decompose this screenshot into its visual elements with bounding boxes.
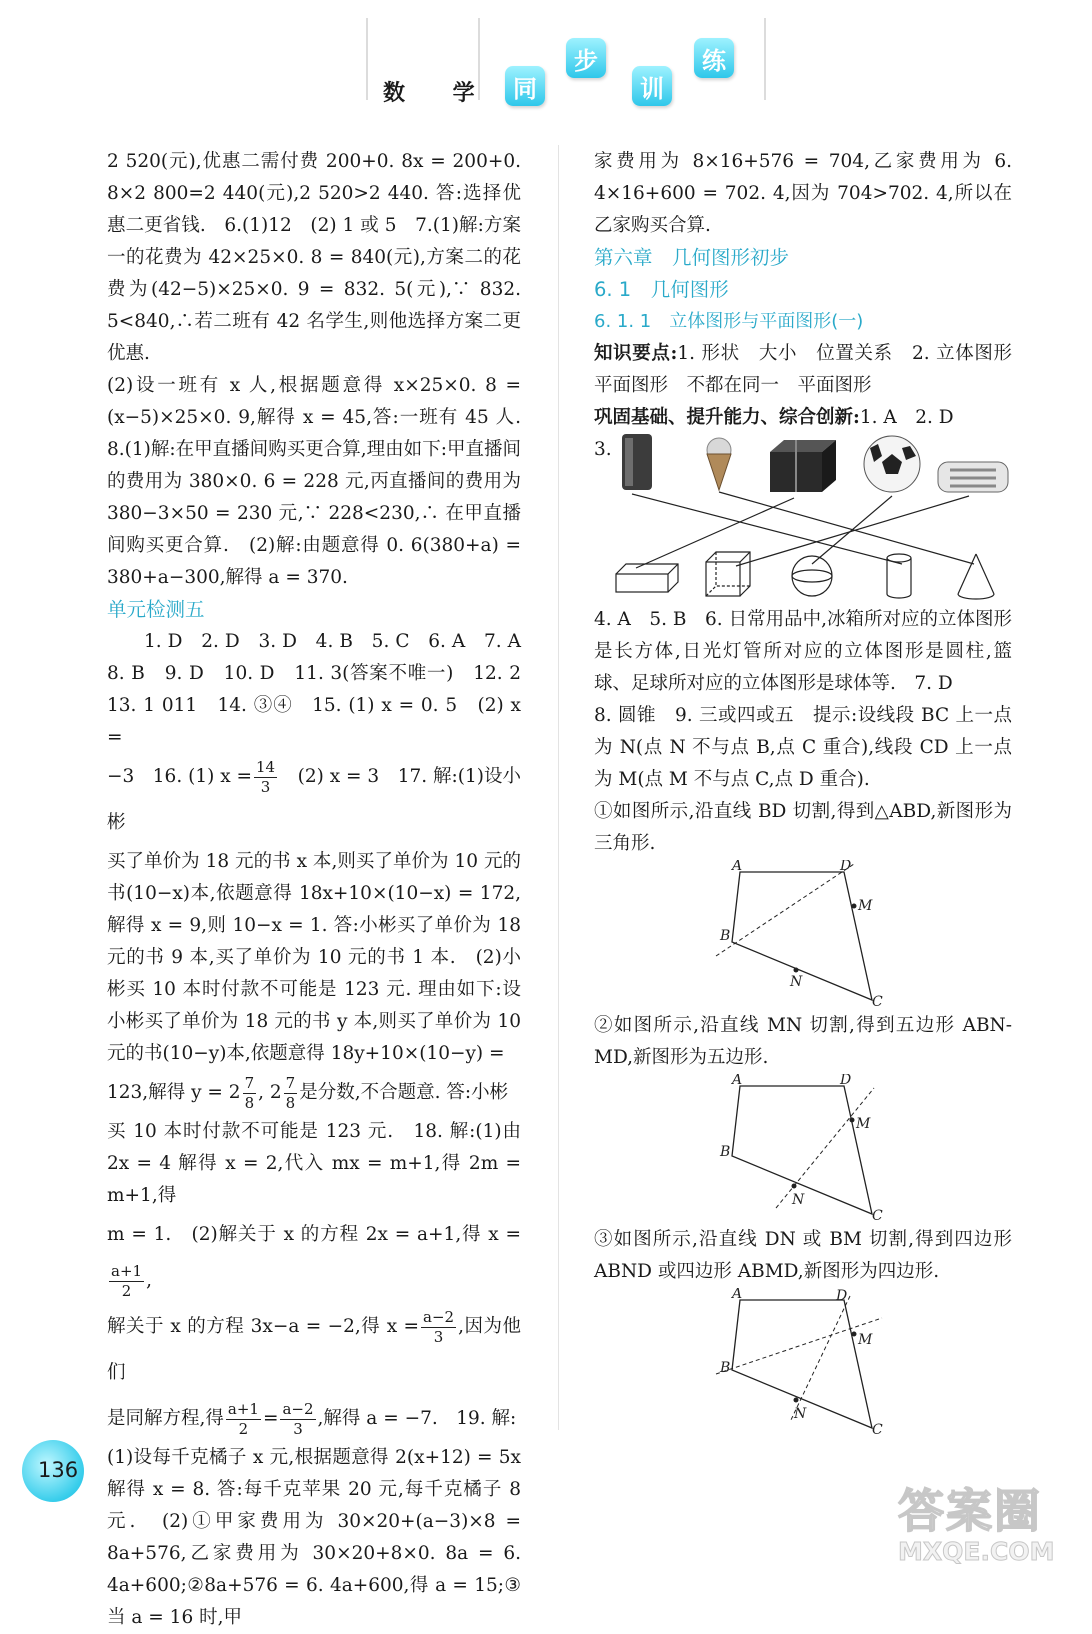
soccer-ball-icon	[864, 436, 920, 492]
matching-lines	[632, 492, 974, 568]
answer-paragraph: 2 520(元),优惠二需付费 200+0. 8x = 200+0. 8×2 800=2 440(元),2 520>2 440. 答:选择优惠二更省钱. 6.(1)12 (2) 1 或 5 7.(1)解:方案一的花费为 42×25×0. 8 = 840(元),方案二的花费为(42−5)×25×0. 9 = 832. 5(元),∵ 832. 5<840,∴若二班有 42 名学生,则他选择方案二更优惠.	[107, 151, 521, 364]
fraction-numerator: 7	[244, 1073, 255, 1092]
right-column: 家费用为 8×16+576 = 704,乙家费用为 6. 4×16+600 = 702. 4,因为 704>702. 4,所以在乙家购买合算. 第六章 几何图形初步 6. 1 几何图形 6. 1. 1 立体图形与平面图形(一) 知识要点:1. 形状 大小 位置关系 2. 立体图形 平面图形 不都在同一 平面图形 巩固基础、提升能力、综合创新:1. A 2. D 3. 4. A 5. B 6. 日常用品中,冰箱所对应的立体图形是长方体,日光灯管所对应的立体图形是圆柱,篮球、足球所对应的立体图形是球体等. 7. D 8. 圆锥 9. 三或四或五 提示:设线段 BC 上一点为 N(点 N 不与点 B,点 C 重合),线段 CD 上一点为 M(点 M 不与点 C,点 D 重合). ①如图所示,沿直线 BD 切割,得到△ABD,新图形为三角形. A D M B N C ②如图所示,沿直线 MN 切割,得到五边形 ABN-MD,新图形为五边形. A D M B N C ③如图所示,沿直线 DN 或 BM 切割,得到四边形 ABND 或四边形 ABMD,新图形为四边形. A D M B N C	[594, 146, 1012, 1438]
knowledge-points-text: 1. 形状 大小 位置关系 2. 立体图形 平面图形 不都在同一 平面图形	[594, 343, 1031, 396]
point-label: M	[858, 1332, 873, 1348]
left-column	[107, 146, 540, 1634]
fraction-denominator: 8	[244, 1093, 255, 1112]
text-run: 是同解方程,得	[107, 1408, 224, 1429]
fraction	[284, 1074, 298, 1113]
fraction	[254, 758, 277, 797]
soap-dish-icon	[938, 462, 1008, 492]
section-title: 6. 1 几何图形	[594, 278, 729, 301]
figure-cut-bd	[706, 860, 906, 1010]
watermark-logo	[898, 1475, 1068, 1587]
answer-paragraph: 1. D 2. D 3. D 4. B 5. C 6. A 7. A 8. B 9. D 10. D 11. 3(答案不唯一) 12. 2 13. 1 011 14. ③④ 15. (1) x = 0. 5 (2) x =	[107, 631, 540, 748]
unit-test-title: 单元检测五	[107, 598, 205, 621]
subsection-title: 6. 1. 1 立体图形与平面图形(一)	[594, 311, 864, 332]
subject-title: 数 学	[383, 81, 495, 106]
point-label: D	[840, 860, 852, 874]
ice-cream-cone-icon	[707, 438, 731, 490]
case-1-text: ①如图所示,沿直线 BD 切割,得到△ABD,新图形为三角形.	[594, 801, 1012, 854]
series-char-1: 同	[505, 66, 545, 106]
fraction-numerator: a−2	[282, 1399, 314, 1418]
gift-box-icon	[770, 440, 836, 492]
answer-paragraph: 4. A 5. B 6. 日常用品中,冰箱所对应的立体图形是长方体,日光灯管所对应的立体图形是圆柱,篮球、足球所对应的立体图形是球体等. 7. D	[594, 609, 1012, 694]
cuboid-icon	[616, 564, 678, 592]
point-label: N	[790, 974, 803, 990]
point-label: M	[858, 898, 873, 914]
point-label: C	[872, 994, 883, 1010]
answer-paragraph: 8. 圆锥 9. 三或四或五 提示:设线段 BC 上一点为 N(点 N 不与点 B,点 C 重合),线段 CD 上一点为 M(点 M 不与点 C,点 D 重合).	[594, 705, 1012, 790]
answer-paragraph: 家费用为 8×16+576 = 704,乙家费用为 6. 4×16+600 = 702. 4,因为 704>702. 4,所以在乙家购买合算.	[594, 151, 1012, 236]
fraction	[421, 1308, 456, 1347]
fraction-numerator: 7	[285, 1073, 296, 1092]
answer-paragraph: (2)设一班有 x 人,根据题意得 x×25×0. 8 = (x−5)×25×0. 9,解得 x = 45,答:一班有 45 人. 8.(1)解:在甲直播间购买更合算,理由如下:甲直播间的费用为 380×0. 6 = 228 元,丙直播间的费用为 380−3×50 = 230 元,∵ 228<230,∴ 在甲直播间购买更合算. (2)解:由题意得 0. 6(380+a) = 380+a−300,解得 a = 370.	[107, 375, 540, 588]
point-label: B	[720, 1144, 731, 1160]
cylinder-icon	[887, 554, 911, 598]
text-run: (2) x = 3 17. 解:(1)设小彬	[107, 766, 521, 833]
answer-line-fraction	[107, 1212, 521, 1304]
fraction	[280, 1400, 315, 1439]
fraction-numerator: 14	[256, 757, 276, 776]
fraction-numerator: a−2	[423, 1307, 455, 1326]
fraction	[226, 1400, 261, 1439]
series-char-2: 步	[566, 38, 606, 78]
point-label: B	[720, 928, 731, 944]
point-label: N	[794, 1406, 807, 1422]
answer-line-fraction	[107, 754, 521, 846]
point-label: C	[872, 1208, 883, 1224]
watermark-text-cn: 答案圈	[898, 1484, 1042, 1538]
exercise-label: 巩固基础、提升能力、综合创新:	[594, 407, 860, 428]
fraction	[109, 1262, 144, 1301]
case-3-text: ③如图所示,沿直线 DN 或 BM 切割,得到四边形 ABND 或四边形 ABMD,新图形为四边形.	[594, 1229, 1012, 1282]
exercise-text: 1. A 2. D	[859, 407, 954, 428]
point-label: A	[732, 1288, 743, 1302]
knowledge-points-label: 知识要点:	[594, 343, 678, 364]
header-divider-left	[366, 18, 368, 100]
text-run: ,因为他们	[107, 1316, 521, 1383]
point-label: M	[856, 1116, 871, 1132]
point-label: B	[720, 1360, 731, 1376]
text-run: ,	[146, 1270, 152, 1291]
series-char-3: 训	[632, 66, 672, 106]
exercise-answers	[594, 402, 1012, 434]
figure-cut-dn-bm	[706, 1288, 906, 1438]
fraction-denominator: 3	[433, 1327, 444, 1346]
text-run: 123,解得 y = 2	[107, 1082, 241, 1103]
answer-line-fraction	[107, 1396, 521, 1442]
fraction-denominator: 2	[121, 1281, 132, 1300]
text-run: =	[262, 1408, 279, 1429]
text-run: 解关于 x 的方程 3x−a = −2,得 x =	[107, 1316, 420, 1337]
watermark-text-url: MXQE.COM	[898, 1537, 1055, 1566]
page-number: 136	[38, 1458, 79, 1482]
chapter-title: 第六章 几何图形初步	[594, 246, 790, 269]
text-run: 是分数,不合题意. 答:小彬	[299, 1082, 509, 1103]
series-char-4: 练	[694, 38, 734, 78]
point-label: A	[732, 1074, 743, 1088]
text-run: −3 16. (1) x =	[107, 766, 253, 787]
fraction-numerator: a+1	[227, 1399, 259, 1418]
answer-line-fraction	[107, 1304, 521, 1396]
point-label: D	[836, 1288, 848, 1304]
text-run: ,解得 a = −7. 19. 解:	[317, 1408, 517, 1429]
figure-cut-mn	[706, 1074, 906, 1224]
solid-shapes	[616, 552, 994, 599]
case-2-text: ②如图所示,沿直线 MN 切割,得到五边形 ABN-MD,新图形为五边形.	[594, 1015, 1012, 1068]
fraction-denominator: 3	[260, 777, 271, 796]
fraction-denominator: 2	[238, 1419, 249, 1438]
header-divider-right	[764, 18, 766, 100]
text-run: , 2	[258, 1082, 282, 1103]
knowledge-points	[594, 338, 1031, 402]
answer-line-fraction	[107, 1070, 521, 1116]
point-label: D	[840, 1074, 852, 1088]
tin-can-icon	[622, 434, 652, 490]
sphere-icon	[792, 556, 832, 596]
fraction-denominator: 8	[285, 1093, 296, 1112]
cube-icon	[706, 552, 750, 596]
fraction	[243, 1074, 257, 1113]
object-matching-figure	[594, 434, 1012, 604]
point-label: A	[732, 860, 743, 874]
point-label: C	[872, 1422, 883, 1438]
answer-paragraph: 买 10 本时付款不可能是 123 元. 18. 解:(1)由 2x = 4 解得 x = 2,代入 mx = m+1,得 2m = m+1,得	[107, 1121, 521, 1206]
answer-paragraph: 买了单价为 18 元的书 x 本,则买了单价为 10 元的书(10−x)本,依题意得 18x+10×(10−x) = 172,解得 x = 9,则 10−x = 1. 答:小彬买了单价为 18 元的书 9 本,买了单价为 10 元的书 1 本. (2)小彬买 10 本时付款不可能是 123 元. 理由如下:设小彬买了单价为 18 元的书 y 本,则买了单价为 10 元的书(10−y)本,依题意得 18y+10×(10−y) =	[107, 851, 521, 1064]
answer-paragraph: (1)设每千克橘子 x 元,根据题意得 2(x+12) = 5x 解得 x = 8. 答:每千克苹果 20 元,每千克橘子 8 元. (2)①甲家费用为 30×20+(a−3)×8 = 8a+576,乙家费用为 30×20+8×0. 8a = 6. 4a+600;②8a+576 = 6. 4a+600,得 a = 15;③当 a = 16 时,甲	[107, 1447, 521, 1628]
fraction-numerator: a+1	[111, 1261, 143, 1280]
point-label: N	[792, 1192, 805, 1208]
text-run: m = 1. (2)解关于 x 的方程 2x = a+1,得 x =	[107, 1224, 521, 1245]
column-divider	[558, 145, 559, 1430]
fraction-denominator: 3	[293, 1419, 303, 1438]
